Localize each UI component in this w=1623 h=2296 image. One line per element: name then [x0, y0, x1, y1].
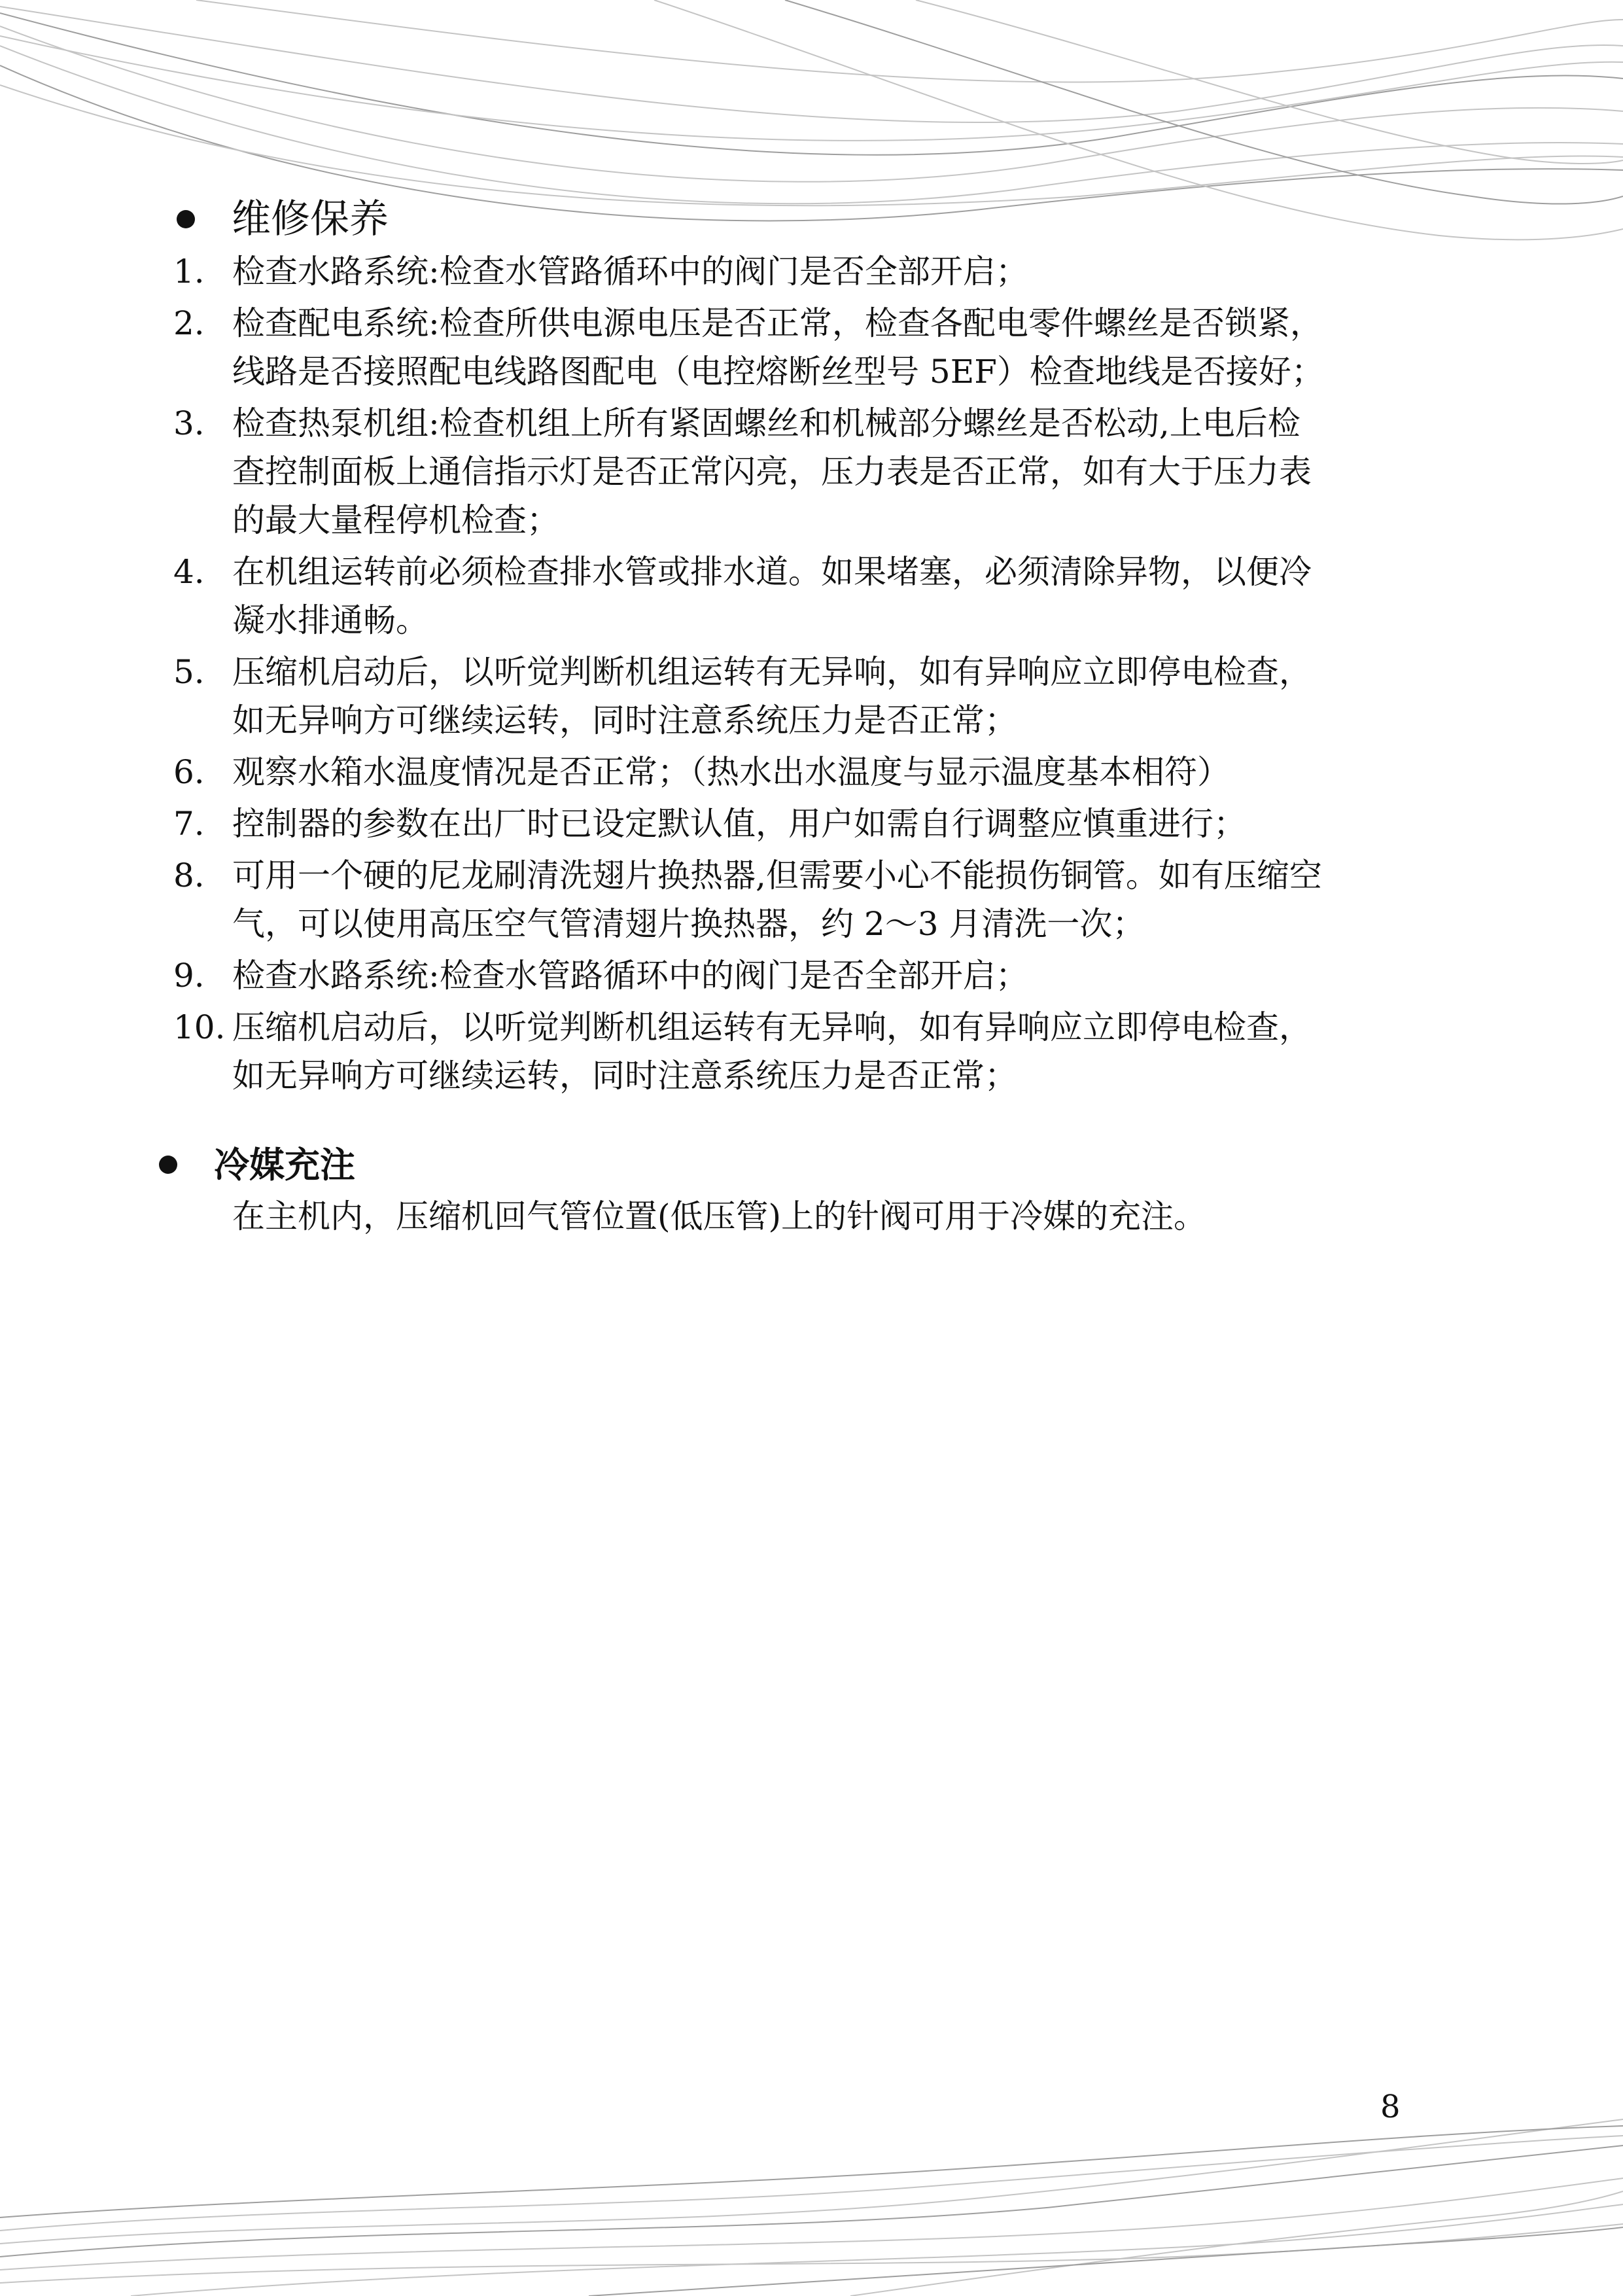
step-text: 检查水路系统:检查水管路循环中的阀门是否全部开启； — [232, 253, 1028, 291]
refrigerant-title: 冷媒充注 — [214, 1144, 355, 1186]
step-number: 9. — [173, 957, 205, 995]
list-item — [173, 851, 1501, 948]
maintenance-steps-list — [173, 247, 1501, 1103]
step-text: 查控制面板上通信指示灯是否正常闪亮，压力表是否正常，如有大于压力表 — [232, 453, 1312, 491]
list-item — [173, 951, 1501, 1000]
page-number: 8 — [1380, 2089, 1401, 2125]
list-item — [173, 548, 1501, 645]
step-number: 8. — [173, 857, 205, 894]
step-text: 可用一个硬的尼龙刷清洗翅片换热器,但需要小心不能损伤铜管。如有压缩空 — [232, 857, 1322, 894]
step-number: 6. — [173, 753, 205, 791]
step-number: 4. — [173, 553, 205, 591]
step-number: 1. — [173, 253, 205, 291]
step-text: 线路是否接照配电线路图配电（电控熔断丝型号 5EF）检查地线是否接好； — [232, 353, 1324, 391]
step-number: 3. — [173, 404, 205, 442]
step-text: 气，可以使用高压空气管清翅片换热器，约 2～3 月清洗一次； — [232, 905, 1145, 943]
maintenance-heading — [177, 196, 389, 242]
maintenance-title: 维修保养 — [232, 196, 389, 242]
list-item — [173, 247, 1501, 296]
bottom-wave-decoration — [0, 2100, 1623, 2296]
bullet-icon — [177, 210, 195, 228]
refrigerant-heading — [159, 1145, 355, 1184]
list-item — [173, 648, 1501, 745]
step-text: 控制器的参数在出厂时已设定默认值，用户如需自行调整应慎重进行； — [232, 805, 1246, 843]
step-text: 压缩机启动后，以听觉判断机组运转有无异响，如有异响应立即停电检查， — [232, 1008, 1312, 1046]
list-item — [173, 800, 1501, 848]
step-text: 检查配电系统:检查所供电源电压是否正常，检查各配电零件螺丝是否锁紧， — [232, 304, 1323, 342]
step-number: 2. — [173, 304, 205, 342]
step-text: 凝水排通畅。 — [232, 601, 428, 639]
refrigerant-paragraph: 在主机内，压缩机回气管位置(低压管)上的针阀可用于冷媒的充注。 — [232, 1197, 1207, 1235]
list-item — [173, 399, 1501, 544]
list-item — [173, 748, 1501, 796]
step-text: 在机组运转前必须检查排水管或排水道。如果堵塞，必须清除异物，以便冷 — [232, 553, 1312, 591]
step-text: 的最大量程停机检查； — [232, 501, 559, 539]
list-item — [173, 299, 1501, 396]
step-text: 观察水箱水温度情况是否正常；（热水出水温度与显示温度基本相符） — [232, 753, 1230, 791]
list-item — [173, 1003, 1501, 1100]
step-text: 检查热泵机组:检查机组上所有紧固螺丝和机械部分螺丝是否松动,上电后检 — [232, 404, 1300, 442]
step-text: 检查水路系统:检查水管路循环中的阀门是否全部开启； — [232, 957, 1028, 995]
step-number: 7. — [173, 805, 205, 843]
step-text: 如无异响方可继续运转，同时注意系统压力是否正常； — [232, 701, 1017, 739]
step-number: 10. — [173, 1008, 226, 1046]
step-text: 如无异响方可继续运转，同时注意系统压力是否正常； — [232, 1057, 1017, 1095]
step-text: 压缩机启动后，以听觉判断机组运转有无异响，如有异响应立即停电检查， — [232, 653, 1312, 691]
step-number: 5. — [173, 653, 205, 691]
bullet-icon — [159, 1156, 177, 1174]
